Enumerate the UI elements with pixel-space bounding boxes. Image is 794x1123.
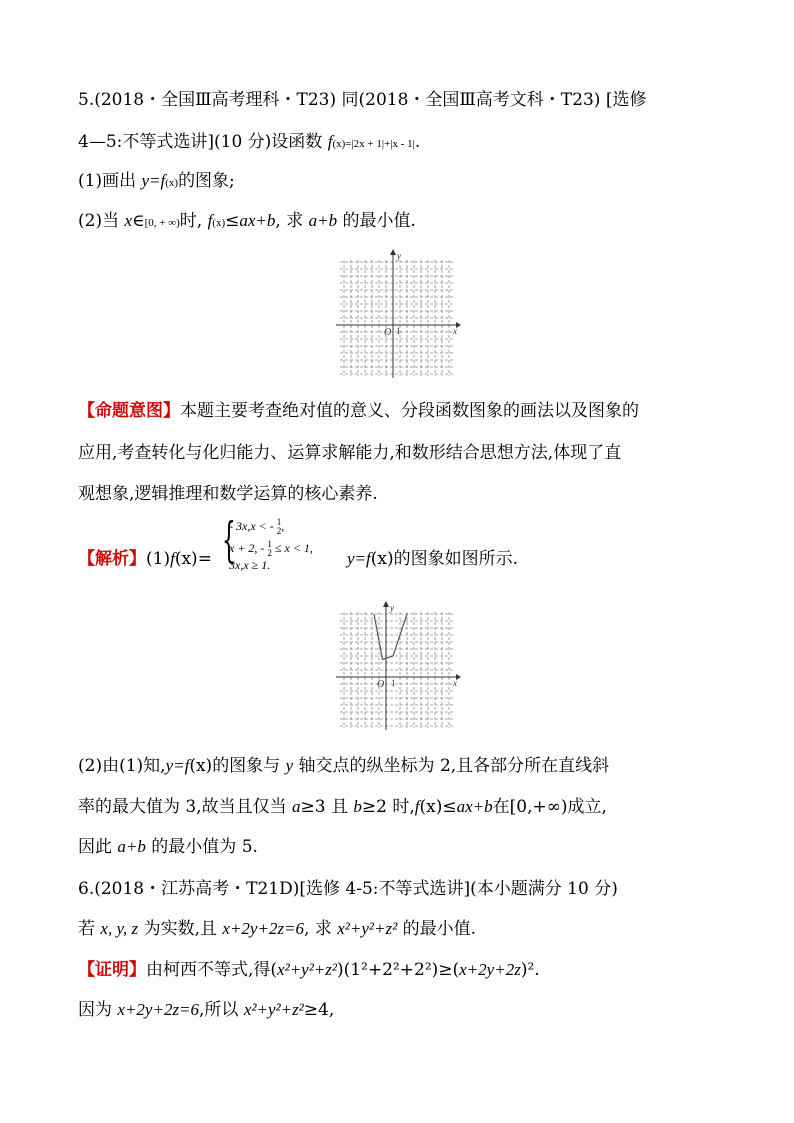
function-graph-figure [334, 600, 464, 732]
axes [336, 601, 461, 730]
axes [336, 249, 461, 378]
unit-label: 1 [391, 678, 396, 688]
part2-line-2: 率的最大值为 3,故当且仅当 a≥3 且 b≥2 时,f(x)≤ax+b在[0,+∞)成立, [78, 797, 607, 817]
x-axis-label: x [453, 678, 457, 688]
proof-line-1: 【证明】由柯西不等式,得(x²+y²+z²)(1²+2²+2²)≥(x+2y+2z)². [78, 960, 540, 980]
intent-line-2: 应用,考查转化与化归能力、运算求解能力,和数形结合思想方法,体现了直 [78, 443, 622, 463]
q5-line-1: 5.(2018・全国Ⅲ高考理科・T23) 同(2018・全国Ⅲ高考文科・T23) [选修 [78, 90, 647, 110]
blank-grid-figure [334, 248, 464, 380]
case-3: 3x,x ≥ 1. [229, 558, 271, 572]
solution-part1: 【解析】(1)f(x)= [78, 549, 212, 569]
grid-dashes [340, 612, 454, 728]
q5-part1: (1)画出 y=f(x)的图象; [78, 171, 235, 191]
part2-line-3: 因此 a+b 的最小值为 5. [78, 837, 258, 857]
grid-dashes [340, 260, 454, 376]
q5-line-2: 4—5:不等式选讲](10 分)设函数 f(x)=|2x + 1|+|x - 1|. [78, 132, 421, 152]
solution-part1-after: y=f(x)的图象如图所示. [347, 549, 519, 569]
case-1: - 3x,x < - 1 2, [229, 517, 285, 536]
proof-line-2: 因为 x+2y+2z=6,所以 x²+y²+z²≥4, [78, 1000, 335, 1020]
proof-tag: 【证明】 [78, 960, 146, 980]
intent-tag: 【命题意图】 [78, 401, 180, 421]
x-axis-label: x [453, 326, 457, 336]
intent-line-3: 观想象,逻辑推理和数学运算的核心素养. [78, 484, 378, 504]
origin-label: O [384, 327, 392, 338]
intent-line-1: 【命题意图】本题主要考查绝对值的意义、分段函数图象的画法以及图象的 [78, 401, 639, 421]
q6-line-2: 若 x, y, z 为实数,且 x+2y+2z=6, 求 x²+y²+z² 的最小值. [78, 919, 477, 939]
part2-line-1: (2)由(1)知,y=f(x)的图象与 y 轴交点的纵坐标为 2,且各部分所在直线斜 [78, 756, 610, 776]
origin-label: O [377, 679, 385, 690]
y-axis-label: y [397, 251, 401, 261]
q6-line-1: 6.(2018・江苏高考・T21D)[选修 4-5:不等式选讲](本小题满分 10 分) [78, 879, 618, 899]
case-2: x + 2, - 1 2 ≤ x < 1, [229, 539, 313, 558]
piecewise-brace: { [222, 512, 236, 568]
q5-part2: (2)当 x∈[0, + ∞)时, f(x)≤ax+b, 求 a+b 的最小值. [78, 211, 416, 231]
piecewise-cases [229, 512, 313, 572]
y-axis-label: y [390, 603, 394, 613]
unit-label: 1 [396, 326, 401, 336]
solution-tag: 【解析】 [78, 549, 146, 569]
